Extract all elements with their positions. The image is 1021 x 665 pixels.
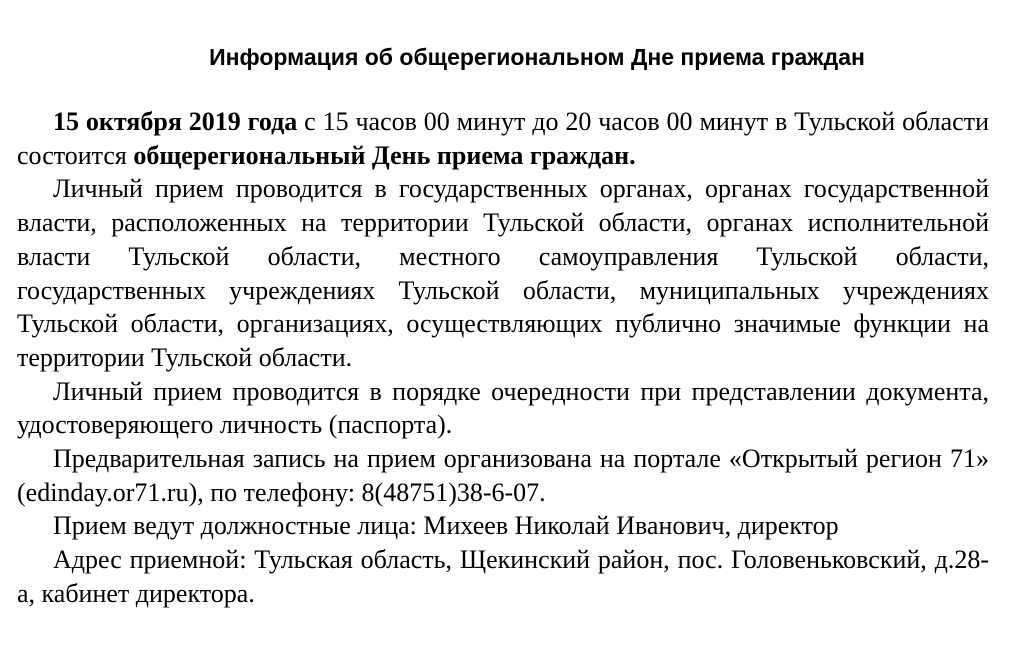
paragraph-address: Адрес приемной: Тульская область, Щекинский район, пос. Головеньковский, д.28-а, кабинет директора.: [17, 545, 989, 608]
document-body: [17, 105, 989, 611]
document-title: Информация об общерегиональном Дне приема граждан: [209, 44, 865, 70]
paragraph-reception-order: Личный прием проводится в порядке очередности при представлении документа, удостоверяющего личность (паспорта).: [17, 376, 989, 440]
event-time-text: с 15 часов 00 минут до 20 часов 00 минут в Тульской области состоится: [17, 107, 989, 170]
paragraph-officials: Прием ведут должностные лица: Михеев Николай Иванович, директор: [53, 511, 839, 541]
event-date: 15 октября 2019 года: [53, 107, 298, 136]
paragraph-event-date: [17, 105, 989, 172]
paragraph-reception-places: Личный прием проводится в государственных органах, органах государственной власти, расположенных на территории Тульской области, органах исполнительной власти Тульской области, местного самоуправления Тульской области, государственных учреждениях Тульской области, муниципальных учреждениях Тульской области, организациях, осуществляющих публично значимые функции на территории Тульской области.: [17, 174, 989, 372]
event-name: общерегиональный День приема граждан.: [133, 140, 636, 170]
paragraph-preregistration: Предварительная запись на прием организована на портале «Открытый регион 71» (edinday.or71.ru), по телефону: 8(48751)38-6-07.: [17, 444, 989, 507]
